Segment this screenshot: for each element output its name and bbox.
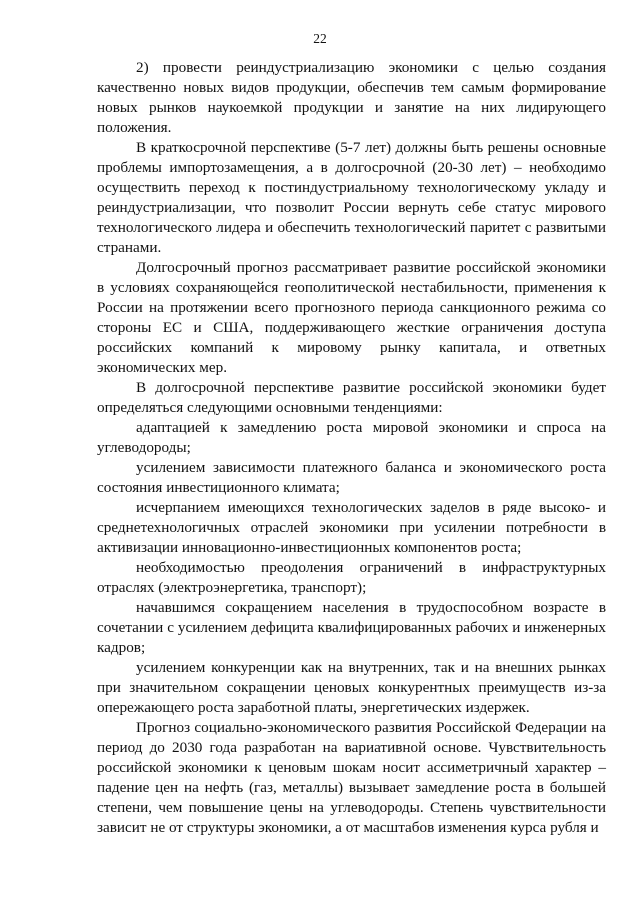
paragraph-long-term-forecast: Долгосрочный прогноз рассматривает развитие российской экономики в условиях сохраняющейся геополитической нестабильности, применения к России на протяжении всего прогнозного периода санкционного режима со стороны ЕС и США, поддерживающего жесткие ограничения доступа российских компаний к мировому рынку капитала, и ответных экономических мер. [97,259,606,376]
list-item-trend: необходимостью преодоления ограничений в инфраструктурных отраслях (электроэнергетика, транспорт); [97,559,606,596]
paragraph-main-trends-intro: В долгосрочной перспективе развитие российской экономики будет определяться следующими основными тенденциями: [97,379,606,416]
document-body [97,58,606,838]
list-item-trend: усилением конкуренции как на внутренних, так и на внешних рынках при значительном сокращении ценовых конкурентных преимуществ из-за опережающего роста заработной платы, энергетических издержек. [97,659,606,716]
paragraph-short-long-term: В краткосрочной перспективе (5-7 лет) должны быть решены основные проблемы импортозамещения, а в долгосрочной (20-30 лет) – необходимо осуществить переход к постиндустриальному технологическому укладу и реиндустриализации, что позволит России вернуть себе статус мирового технологического лидера и обеспечить технологический паритет с развитыми странами. [97,139,606,256]
paragraph-forecast-variants: Прогноз социально-экономического развития Российской Федерации на период до 2030 года разработан на вариативной основе. Чувствительность российской экономики к ценовым шокам носит ассиметричный характер – падение цен на нефть (газ, металлы) вызывает замедление роста в большей степени, чем повышение цены на углеводороды. Степень чувствительности зависит не от структуры экономики, а от масштабов изменения курса рубля и [97,719,606,836]
list-item-trend: адаптацией к замедлению роста мировой экономики и спроса на углеводороды; [97,419,606,456]
list-item-trend: исчерпанием имеющихся технологических заделов в ряде высоко- и среднетехнологичных отраслей экономики при усилении потребности в активизации инновационно-инвестиционных компонентов роста; [97,499,606,556]
list-item-trend: усилением зависимости платежного баланса и экономического роста состояния инвестиционного климата; [97,459,606,496]
page-number: 22 [313,31,327,46]
list-item-trend: начавшимся сокращением населения в трудоспособном возрасте в сочетании с усилением дефицита квалифицированных рабочих и инженерных кадров; [97,599,606,656]
paragraph-reindustrialization-goal: 2) провести реиндустриализацию экономики с целью создания качественно новых видов продукции, обеспечив тем самым формирование новых рынков наукоемкой продукции и занятие на них лидирующего положения. [97,59,606,136]
